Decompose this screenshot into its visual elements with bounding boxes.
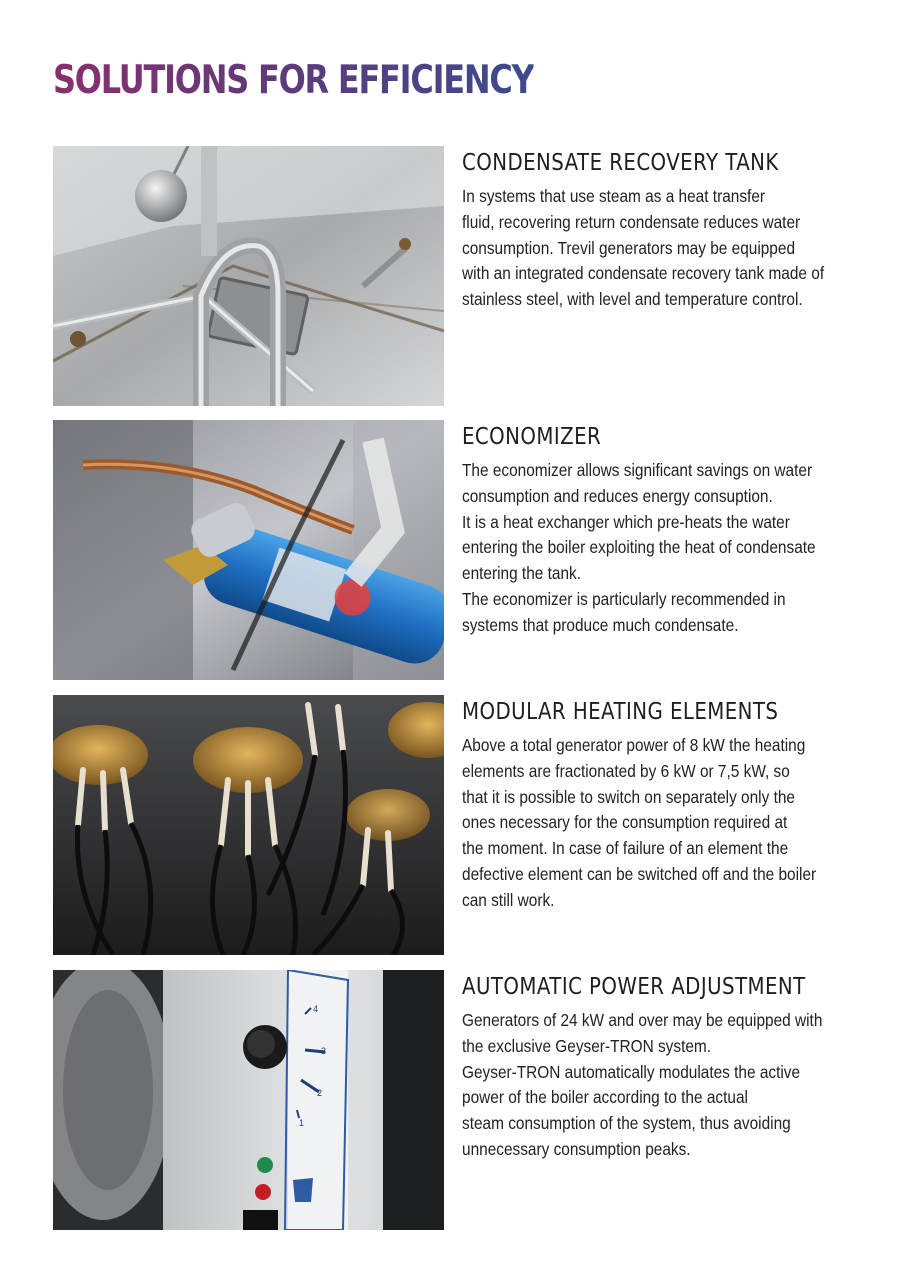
- section-automatic-power-adjustment: [53, 970, 853, 1232]
- body-line: that it is possible to switch on separately only the: [462, 786, 795, 807]
- section-body: [462, 733, 858, 914]
- body-line: consumption. Trevil generators may be equipped: [462, 237, 796, 258]
- panel-label-3: 3: [321, 1046, 327, 1056]
- body-line: It is a heat exchanger which pre-heats the water: [462, 511, 790, 532]
- body-line: consumption and reduces energy consuption.: [462, 485, 773, 506]
- panel-label-2: 2: [317, 1088, 323, 1098]
- section-modular-heating-elements: [53, 695, 853, 957]
- body-line: can still work.: [462, 889, 555, 910]
- section-body: [462, 1008, 858, 1163]
- power-adjustment-photo: [53, 970, 444, 1230]
- section-body: [462, 458, 858, 639]
- body-line: with an integrated condensate recovery tank made of: [462, 263, 825, 284]
- body-line: elements are fractionated by 6 kW or 7,5 kW, so: [462, 760, 790, 781]
- section-heading: ECONOMIZER: [462, 424, 602, 450]
- economizer-photo: [53, 420, 444, 680]
- section-economizer: [53, 420, 853, 682]
- heating-elements-photo: [53, 695, 444, 955]
- body-line: Above a total generator power of 8 kW the heating: [462, 735, 806, 755]
- body-line: systems that produce much condensate.: [462, 614, 739, 635]
- condensate-tank-photo: [53, 146, 444, 406]
- body-line: entering the boiler exploiting the heat of condensate: [462, 537, 816, 558]
- section-heading: MODULAR HEATING ELEMENTS: [462, 699, 779, 725]
- panel-label-1: 1: [299, 1118, 305, 1128]
- body-line: Geyser-TRON automatically modulates the active: [462, 1061, 801, 1082]
- body-line: defective element can be switched off and the boiler: [462, 863, 817, 884]
- body-line: ones necessary for the consumption required at: [462, 812, 788, 833]
- body-line: unnecessary consumption peaks.: [462, 1138, 691, 1159]
- body-line: fluid, recovering return condensate reduces water: [462, 211, 801, 232]
- body-line: The economizer is particularly recommended in: [462, 588, 786, 609]
- body-line: steam consumption of the system, thus avoiding: [462, 1113, 791, 1134]
- body-line: the moment. In case of failure of an element the: [462, 838, 789, 859]
- body-line: power of the boiler according to the actual: [462, 1087, 748, 1108]
- body-line: The economizer allows significant savings on water: [462, 460, 813, 480]
- section-heading: AUTOMATIC POWER ADJUSTMENT: [462, 974, 806, 1000]
- body-line: entering the tank.: [462, 563, 582, 584]
- body-line: In systems that use steam as a heat transfer: [462, 186, 766, 206]
- body-line: the exclusive Geyser-TRON system.: [462, 1035, 712, 1056]
- body-line: Generators of 24 kW and over may be equipped with: [462, 1010, 823, 1030]
- body-line: stainless steel, with level and temperature control.: [462, 289, 803, 310]
- section-heading: CONDENSATE RECOVERY TANK: [462, 150, 779, 176]
- page-title: SOLUTIONS FOR EFFICIENCY: [53, 58, 534, 103]
- panel-label-4: 4: [313, 1004, 319, 1014]
- section-body: [462, 184, 858, 313]
- section-condensate-recovery-tank: [53, 146, 853, 408]
